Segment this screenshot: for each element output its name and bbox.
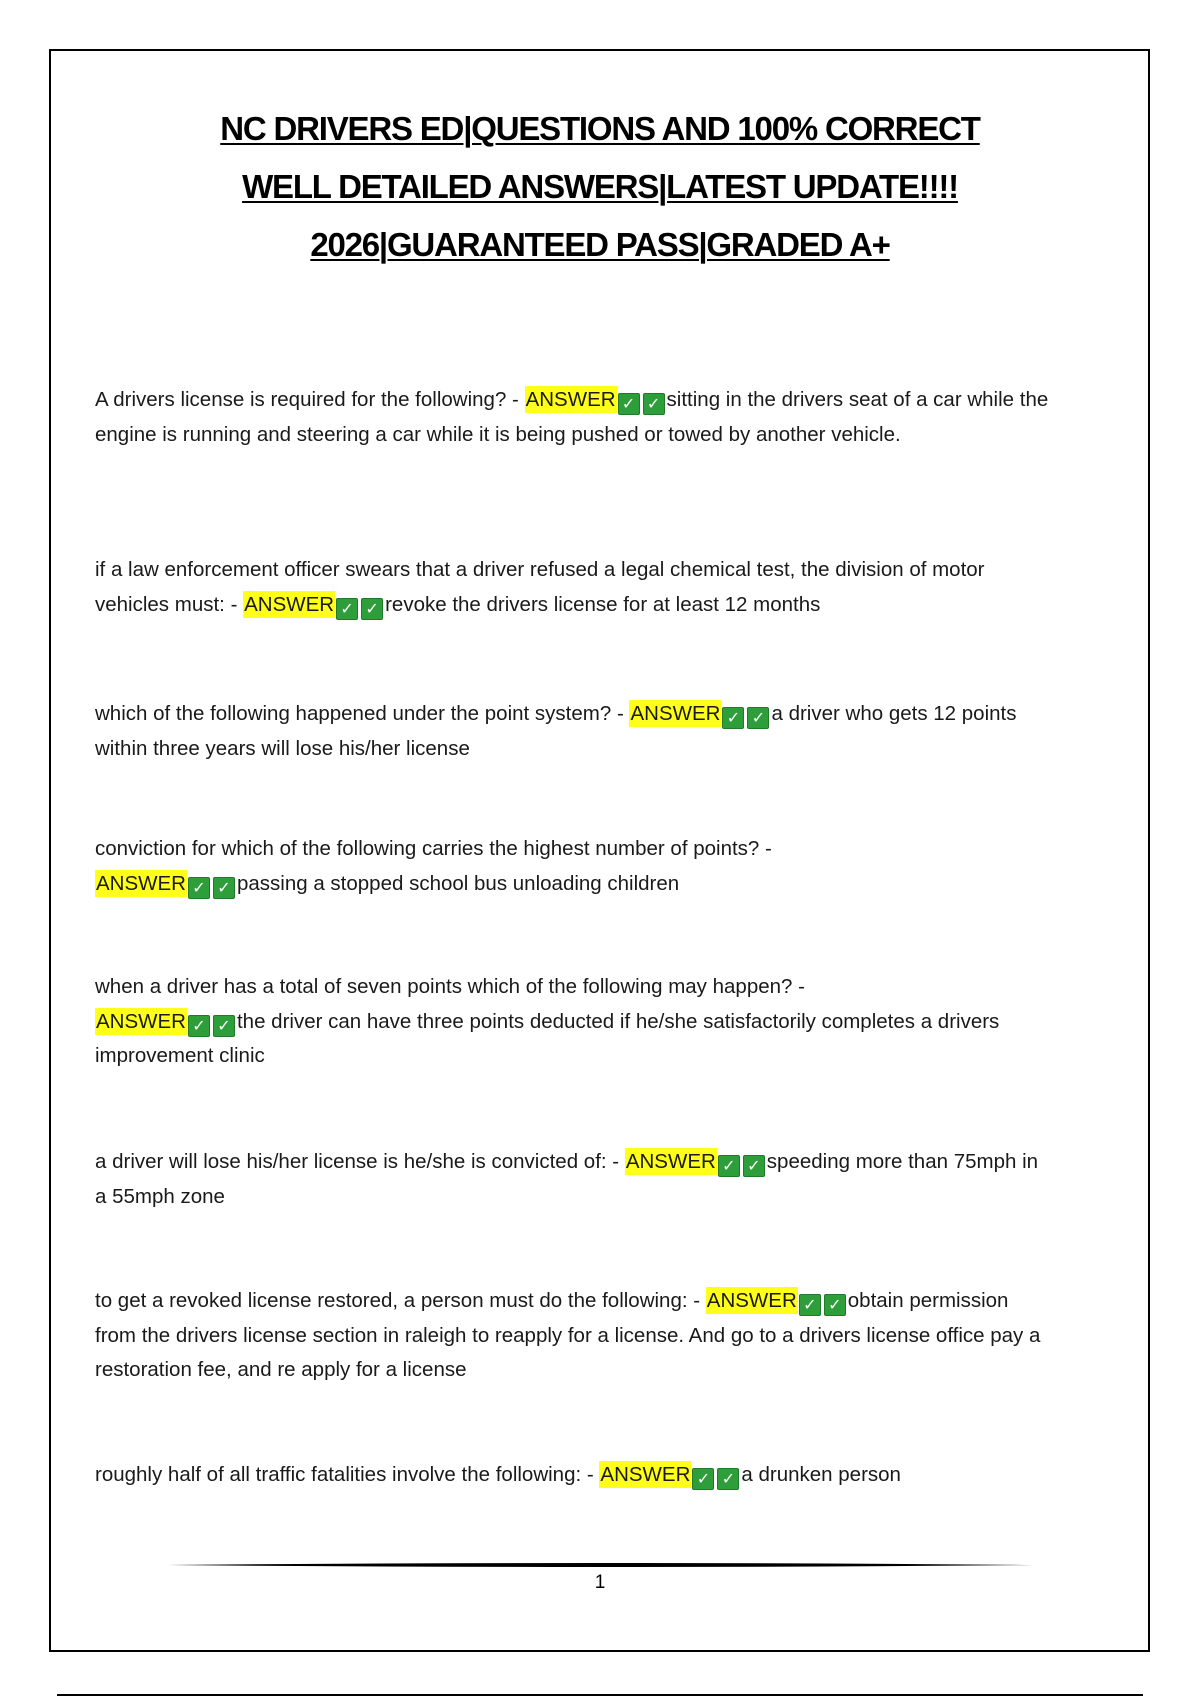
document-title xyxy=(0,100,1200,274)
question-text: to get a revoked license restored, a person must do the following: - xyxy=(95,1289,706,1312)
answer-label: ANSWER xyxy=(244,592,335,616)
check-box-icon: ✓ xyxy=(618,393,640,415)
qa-item-3 xyxy=(95,697,1055,766)
qa-item-5 xyxy=(95,970,1055,1074)
check-box-icon: ✓ xyxy=(722,707,744,729)
question-text: conviction for which of the following carries the highest number of points? - xyxy=(95,837,772,860)
check-box-icon: ✓ xyxy=(824,1294,846,1316)
answer-text: passing a stopped school bus unloading children xyxy=(236,871,680,895)
check-box-icon: ✓ xyxy=(747,707,769,729)
answer-text: sitting in the drivers seat of a car while the engine is running and steering a car while it is being pushed or towed by another vehicle. xyxy=(95,388,1049,446)
answer-text: a drunken person xyxy=(741,1463,901,1486)
check-box-icon: ✓ xyxy=(336,598,358,620)
answer-text: a driver who gets 12 points within three years will lose his/her license xyxy=(95,702,1017,760)
check-box-icon: ✓ xyxy=(799,1294,821,1316)
answer-text: revoke the drivers license for at least 12 months xyxy=(385,592,821,616)
question-text: which of the following happened under the point system? - xyxy=(95,702,630,725)
check-box-icon: ✓ xyxy=(361,598,383,620)
answer-text: the driver can have three points deducted if he/she satisfactorily completes a drivers improvement clinic xyxy=(95,1009,1000,1067)
qa-item-6 xyxy=(95,1145,1055,1214)
question-text: when a driver has a total of seven points which of the following may happen? - xyxy=(95,975,805,998)
question-text: a driver will lose his/her license is he/she is convicted of: - xyxy=(95,1150,625,1173)
check-box-icon: ✓ xyxy=(188,877,210,899)
check-box-icon: ✓ xyxy=(718,1155,740,1177)
qa-item-1 xyxy=(95,383,1055,452)
check-box-icon: ✓ xyxy=(692,1468,714,1490)
footer-divider xyxy=(167,1562,1033,1568)
answer-text: obtain permission from the drivers license section in raleigh to reapply for a license. And go to a drivers license office pay a restoration fee, and re apply for a license xyxy=(95,1289,1041,1381)
question-text: roughly half of all traffic fatalities involve the following: - xyxy=(95,1463,600,1486)
answer-label: ANSWER xyxy=(96,1009,186,1033)
check-box-icon: ✓ xyxy=(643,393,665,415)
question-text: A drivers license is required for the following? - xyxy=(95,388,525,411)
check-box-icon: ✓ xyxy=(717,1468,739,1490)
title-line-2: WELL DETAILED ANSWERS|LATEST UPDATE!!!! xyxy=(242,168,958,205)
check-box-icon: ✓ xyxy=(213,877,235,899)
title-line-1: NC DRIVERS ED|QUESTIONS AND 100% CORRECT xyxy=(220,110,980,147)
answer-label: ANSWER xyxy=(525,388,616,411)
title-line-3: 2026|GUARANTEED PASS|GRADED A+ xyxy=(310,226,890,263)
answer-label: ANSWER xyxy=(600,1463,691,1486)
check-box-icon: ✓ xyxy=(188,1015,210,1037)
bottom-divider xyxy=(57,1694,1143,1696)
qa-item-2 xyxy=(95,553,1055,622)
page-number: 1 xyxy=(594,1572,606,1593)
check-box-icon: ✓ xyxy=(213,1015,235,1037)
question-text: if a law enforcement officer swears that a driver refused a legal chemical test, the division of motor vehicles must: - xyxy=(95,558,985,616)
answer-label: ANSWER xyxy=(706,1289,797,1312)
qa-item-4 xyxy=(95,832,1055,901)
qa-item-7 xyxy=(95,1284,1055,1388)
answer-label: ANSWER xyxy=(96,871,186,895)
answer-label: ANSWER xyxy=(630,702,721,725)
check-box-icon: ✓ xyxy=(743,1155,765,1177)
answer-label: ANSWER xyxy=(625,1150,716,1173)
qa-item-8 xyxy=(95,1458,1055,1493)
answer-text: speeding more than 75mph in a 55mph zone xyxy=(95,1150,1039,1208)
